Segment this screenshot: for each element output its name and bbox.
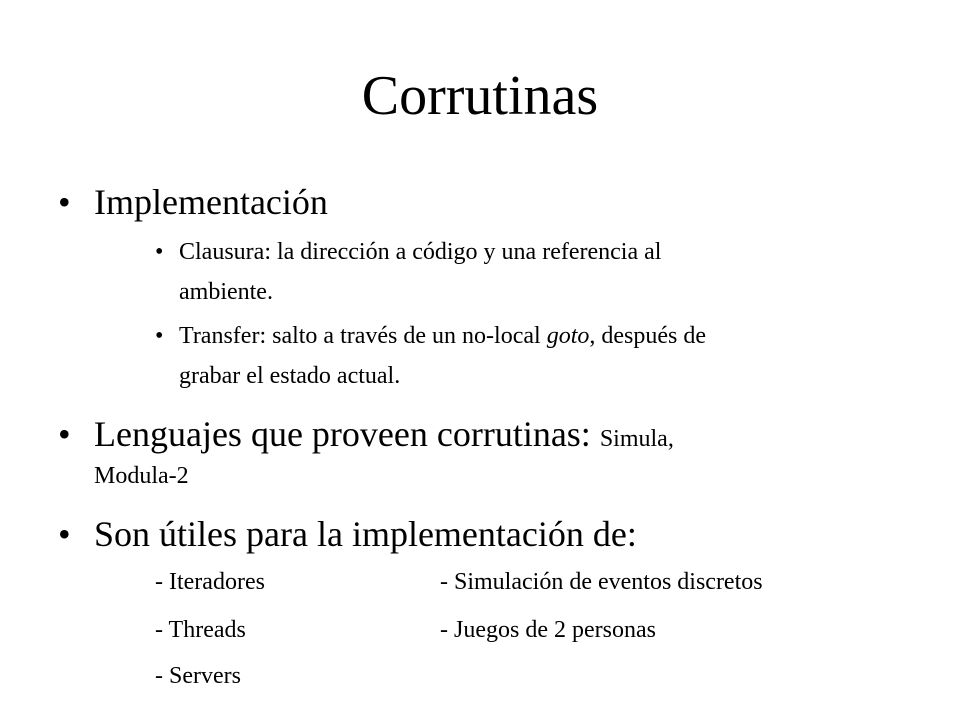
bullet-dot-icon: •	[58, 514, 71, 554]
subbullet-clausura-line2: ambiente.	[179, 279, 273, 305]
bullet-lenguajes-label: Lenguajes que proveen corrutinas:	[94, 414, 600, 454]
bullet-dot-icon: •	[58, 414, 71, 454]
bullet-lenguajes-line2: Modula-2	[94, 463, 189, 489]
list-item-threads: - Threads	[155, 617, 246, 643]
bullet-lenguajes-inline-small: Simula,	[599, 426, 674, 452]
subbullet-dot-icon: •	[155, 323, 164, 349]
subbullet-transfer-line1	[179, 320, 706, 352]
bullet-implementacion-label: Implementación	[94, 182, 328, 222]
subbullet-transfer-line1-after: , después de	[589, 323, 706, 349]
bullet-dot-icon: •	[58, 182, 71, 222]
bullet-utiles-label: Son útiles para la implementación de:	[94, 514, 637, 554]
subbullet-transfer-line1-before: Transfer: salto a través de un no-local	[179, 323, 547, 349]
bullet-lenguajes-line1	[94, 412, 674, 461]
slide-title: Corrutinas	[361, 65, 599, 127]
subbullet-transfer-goto: goto	[546, 323, 590, 349]
subbullet-transfer-line2: grabar el estado actual.	[179, 363, 401, 389]
list-item-servers: - Servers	[155, 663, 241, 689]
list-item-iteradores: - Iteradores	[155, 569, 265, 595]
subbullet-dot-icon: •	[155, 239, 164, 265]
list-item-juegos: - Juegos de 2 personas	[440, 617, 656, 643]
list-item-simulacion: - Simulación de eventos discretos	[440, 569, 763, 595]
subbullet-clausura-line1: Clausura: la dirección a código y una referencia al	[179, 239, 662, 265]
